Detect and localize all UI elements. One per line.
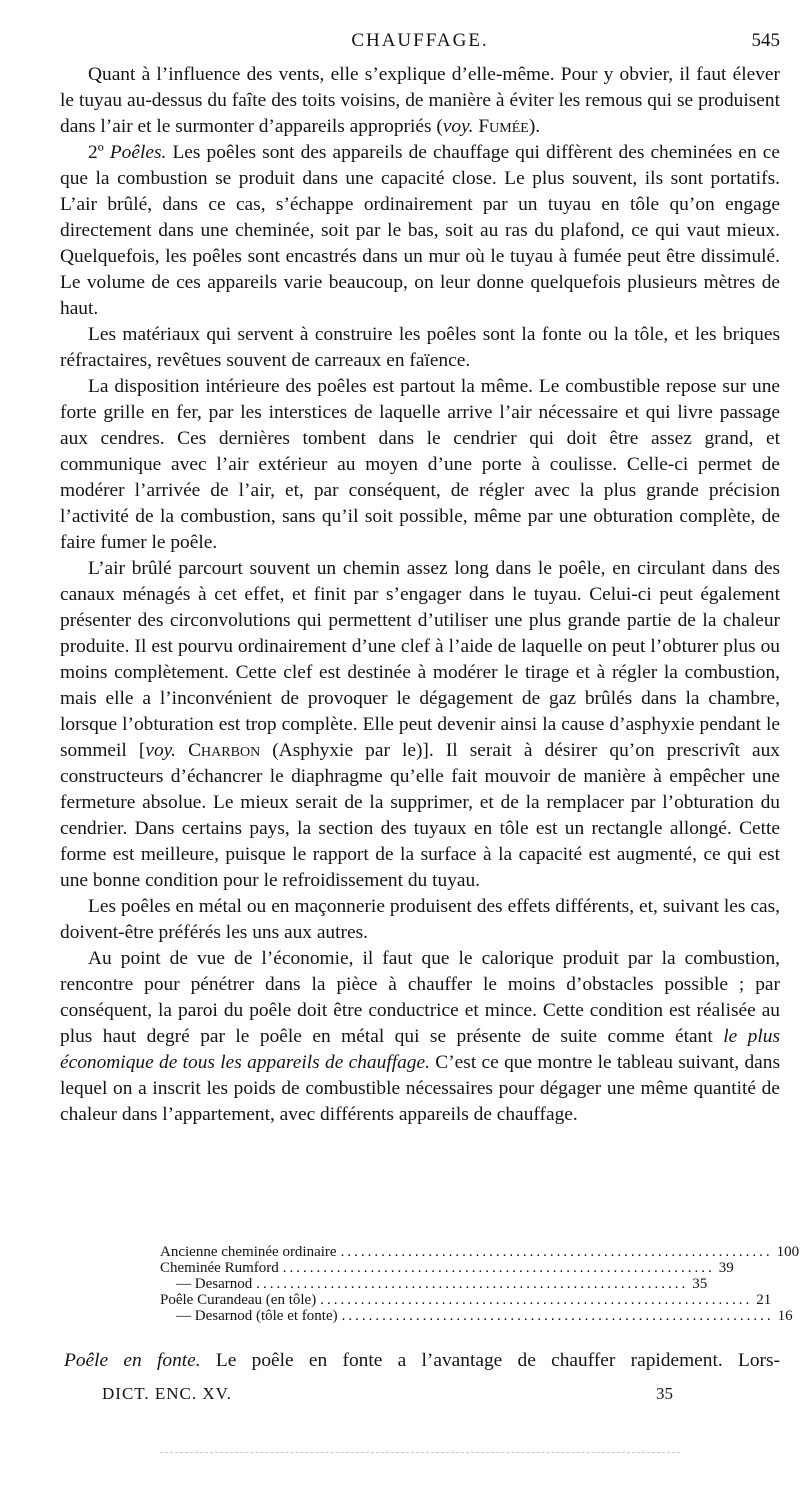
row-label: — Desarnod (tôle et fonte) (176, 1308, 338, 1324)
table-row (160, 1276, 708, 1292)
paragraph-text: Le poêle en fonte a l’avantage de chauffer rapidement. Lors- (215, 1350, 780, 1371)
paragraph-text: ). (528, 116, 541, 137)
section-heading: Poêles. (109, 142, 167, 163)
section-number: 2º (88, 142, 104, 163)
paragraph-winds (60, 62, 780, 140)
row-value: 21 (756, 1292, 772, 1308)
paragraph-text: (Asphyxie par le)]. Il serait à désirer qu’on prescrivît aux constructeurs d’échancrer le diaphragme qu’elle fait mouvoir de manière à empêcher une fermeture absolue. Le mieux serait de la supprimer, et de la remplacer par l’obturation du cendrier. Dans certains pays, la section des tuyaux en tôle est un rectangle allongé. Cette forme est meilleure, puisque le rapport de la surface à la capacité est augmenté, ce qui est une bonne condition pour le refroidissement du tuyau. (60, 740, 781, 891)
sheet-number: 35 (656, 1384, 673, 1403)
see-reference: voy. (442, 116, 474, 137)
leader-dots: ................................................................ (256, 1276, 689, 1292)
row-label: — Desarnod (176, 1276, 253, 1292)
leader-dots: ................................................................ (340, 1244, 773, 1260)
row-value: 39 (718, 1260, 734, 1276)
row-label: Poêle Curandeau (en tôle) (160, 1292, 317, 1308)
paragraph-poeles (60, 140, 780, 322)
running-title: CHAUFFAGE. (351, 30, 489, 51)
cross-reference: Charbon (188, 740, 261, 761)
paragraph-air-circulation (60, 556, 780, 894)
table-row (160, 1260, 734, 1276)
row-value: 16 (777, 1308, 793, 1324)
page-footer (60, 1384, 780, 1410)
see-reference: voy. (145, 740, 177, 761)
page-number: 545 (751, 30, 780, 51)
emphasis-text: le plus économique de tous les appareils de chauffage. (60, 1026, 780, 1073)
paragraph-disposition: La disposition intérieure des poêles est partout la même. Le combustible repose sur une forte grille en fer, par les interstices de laquelle arrive l’air nécessaire et qui livre passage aux cendres. Ces dernières tombent dans le cendrier qui doit être assez grand, et communique avec l’air extérieur au moyen d’une porte à coulisse. Celle-ci permet de modérer l’arrivée de l’air, et, par conséquent, de régler avec la plus grande précision l’activité de la combustion, sans qu’il soit possible, même par une obturation complète, de faire fumer le poêle. (60, 376, 780, 553)
running-header (60, 30, 780, 56)
leader-dots: ................................................................ (320, 1292, 753, 1308)
section-heading: Poêle en fonte. (64, 1350, 201, 1371)
row-value: 100 (776, 1244, 800, 1260)
signature-mark: DICT. ENC. XV. (102, 1384, 233, 1403)
table-row (160, 1308, 793, 1324)
paragraph-materials: Les matériaux qui servent à construire les poêles sont la fonte ou la tôle, et les briques réfractaires, revêtues souvent de carreaux en faïence. (60, 324, 780, 371)
table-row (160, 1292, 772, 1308)
cross-reference: Fumée (478, 116, 529, 137)
paragraph-text: Quant à l’influence des vents, elle s’explique d’elle-même. Pour y obvier, il faut élever le tuyau au-dessus du faîte des toits voisins, de manière à éviter les remous qui se produisent dans l’air et le surmonter d’appareils appropriés ( (60, 64, 780, 137)
body-text (60, 62, 780, 1128)
leader-dots: ................................................................ (282, 1260, 715, 1276)
paragraph-economy (60, 946, 780, 1128)
row-value: 35 (692, 1276, 708, 1292)
bottom-rule (160, 1452, 680, 1453)
row-label: Ancienne cheminée ordinaire (160, 1244, 337, 1260)
row-label: Cheminée Rumford (160, 1260, 279, 1276)
closing-line (60, 1348, 780, 1374)
paragraph-text: Les poêles sont des appareils de chauffage qui diffèrent des cheminées en ce que la combustion se produit dans une capacité close. Le plus souvent, ils sont portatifs. L’air brûlé, dans ce cas, s’échappe ordinairement par un tuyau en tôle qu’on engage directement dans une cheminée, soit par le bas, soit au ras du plafond, ce qui vaut mieux. Quelquefois, les poêles sont encastrés dans un mur où le tuyau à fumée peut être dissimulé. Le volume de ces appareils varie beaucoup, on leur donne quelquefois plusieurs mètres de haut. (60, 142, 780, 319)
paragraph-text: C’est ce que montre le tableau suivant, dans lequel on a inscrit les poids de combustible nécessaires pour dégager une même quantité de chaleur dans l’appartement, avec différents appareils de chauffage. (60, 1052, 780, 1125)
leader-dots: ................................................................ (341, 1308, 774, 1324)
paragraph-metal-masonry: Les poêles en métal ou en maçonnerie produisent des effets différents, et, suivant les cas, doivent-être préférés les uns aux autres. (60, 896, 780, 943)
paragraph-text: L’air brûlé parcourt souvent un chemin assez long dans le poêle, en circulant dans des canaux ménagés à cet effet, et finit par s’engager dans le tuyau. Celui-ci peut également présenter des circonvolutions qui permettent d’utiliser une plus grande partie de la chaleur produite. Il est pourvu ordinairement d’une clef à l’aide de laquelle on peut l’obturer plus ou moins complètement. Cette clef est destinée à modérer le tirage et à régler la combustion, mais elle a l’inconvénient de provoquer le dégagement de gaz brûlés dans la chambre, lorsque l’obturation est trop complète. Elle peut devenir ainsi la cause d’asphyxie pendant le sommeil [ (60, 558, 780, 761)
table-row (160, 1244, 800, 1260)
paragraph-text: Au point de vue de l’économie, il faut que le calorique produit par la combustion, rencontre pour pénétrer dans la pièce à chauffer le moins d’obstacles possible ; par conséquent, la paroi du poêle doit être conductrice et mince. Cette condition est réalisée au plus haut degré par le poêle en métal qui se présente de suite comme étant (60, 948, 780, 1047)
fuel-table (160, 1244, 800, 1324)
